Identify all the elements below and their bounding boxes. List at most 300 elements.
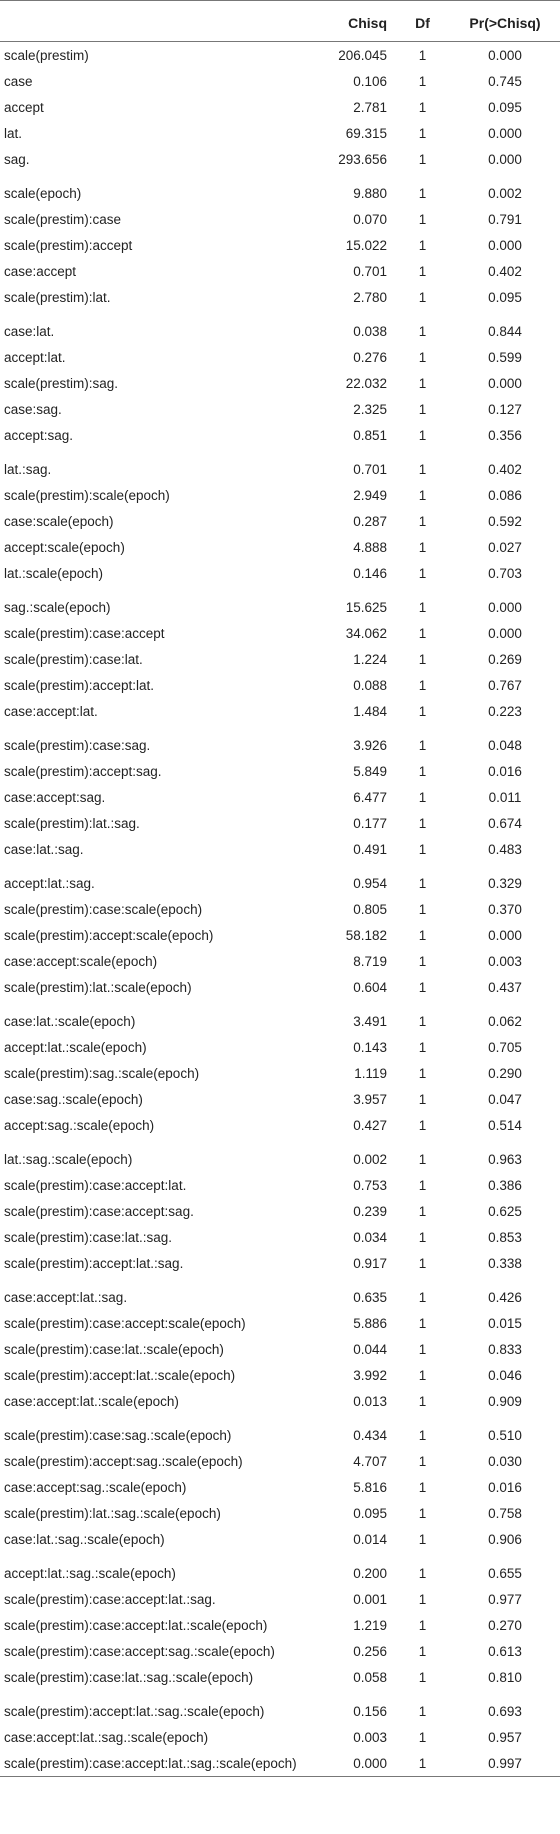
cell-df: 1 bbox=[418, 953, 427, 969]
cell-df: 1 bbox=[418, 1565, 427, 1581]
cell-chisq: 0.701 bbox=[353, 263, 387, 279]
cell-p-value: 0.003 bbox=[488, 953, 522, 969]
cell-df: 1 bbox=[418, 1643, 427, 1659]
cell-p-value: 0.844 bbox=[488, 323, 522, 339]
cell-chisq: 0.001 bbox=[353, 1591, 387, 1607]
cell-chisq: 3.491 bbox=[353, 1013, 387, 1029]
table-row bbox=[0, 672, 560, 698]
group-spacer bbox=[0, 862, 560, 870]
cell-chisq: 0.088 bbox=[353, 677, 387, 693]
table-row bbox=[0, 974, 560, 1000]
table-row bbox=[0, 1008, 560, 1034]
table-row bbox=[0, 1034, 560, 1060]
group-spacer bbox=[0, 586, 560, 594]
cell-chisq: 0.434 bbox=[353, 1427, 387, 1443]
group-spacer bbox=[0, 448, 560, 456]
table-row bbox=[0, 620, 560, 646]
cell-term: sag. bbox=[4, 151, 30, 167]
cell-chisq: 1.484 bbox=[353, 703, 387, 719]
cell-p-value: 0.046 bbox=[488, 1367, 522, 1383]
cell-df: 1 bbox=[418, 513, 427, 529]
cell-chisq: 293.656 bbox=[338, 151, 387, 167]
cell-df: 1 bbox=[418, 1177, 427, 1193]
group-spacer bbox=[0, 172, 560, 180]
cell-p-value: 0.269 bbox=[488, 651, 522, 667]
cell-term: lat. bbox=[4, 125, 23, 141]
cell-term: case:accept:scale(epoch) bbox=[4, 953, 158, 969]
cell-p-value: 0.000 bbox=[488, 125, 522, 141]
cell-chisq: 0.287 bbox=[353, 513, 387, 529]
cell-df: 1 bbox=[418, 1427, 427, 1443]
table-row bbox=[0, 42, 560, 69]
cell-df: 1 bbox=[418, 47, 427, 63]
table-row bbox=[0, 206, 560, 232]
cell-chisq: 0.701 bbox=[353, 461, 387, 477]
table-row bbox=[0, 180, 560, 206]
cell-df: 1 bbox=[418, 1341, 427, 1357]
cell-df: 1 bbox=[418, 1669, 427, 1685]
table-row bbox=[0, 1224, 560, 1250]
group-spacer bbox=[0, 1690, 560, 1698]
cell-chisq: 0.239 bbox=[353, 1203, 387, 1219]
table-row bbox=[0, 1526, 560, 1552]
cell-term: case:lat.:scale(epoch) bbox=[4, 1013, 136, 1029]
cell-df: 1 bbox=[395, 1750, 450, 1777]
group-spacer bbox=[0, 310, 560, 318]
table-row bbox=[0, 68, 560, 94]
cell-chisq: 4.707 bbox=[353, 1453, 387, 1469]
cell-term: scale(prestim):case:scale(epoch) bbox=[4, 901, 203, 917]
cell-p-value: 0.592 bbox=[488, 513, 522, 529]
cell-df: 1 bbox=[418, 401, 427, 417]
cell-chisq: 2.781 bbox=[353, 99, 387, 115]
cell-df: 1 bbox=[418, 125, 427, 141]
cell-chisq: 15.625 bbox=[345, 599, 387, 615]
cell-chisq: 0.095 bbox=[353, 1505, 387, 1521]
cell-p-value: 0.000 bbox=[488, 375, 522, 391]
cell-chisq: 69.315 bbox=[345, 125, 387, 141]
cell-chisq: 0.003 bbox=[353, 1729, 387, 1745]
cell-chisq: 0.058 bbox=[353, 1669, 387, 1685]
cell-df: 1 bbox=[418, 1479, 427, 1495]
cell-term: scale(prestim):lat.:sag.:scale(epoch) bbox=[4, 1505, 221, 1521]
cell-term: accept:sag.:scale(epoch) bbox=[4, 1117, 155, 1133]
cell-p-value: 0.963 bbox=[488, 1151, 522, 1167]
cell-term: accept:sag. bbox=[4, 427, 74, 443]
cell-chisq: 58.182 bbox=[345, 927, 387, 943]
cell-df: 1 bbox=[418, 763, 427, 779]
cell-p-value: 0.767 bbox=[488, 677, 522, 693]
cell-df: 1 bbox=[418, 1255, 427, 1271]
table-row bbox=[0, 698, 560, 724]
cell-p-value: 0.853 bbox=[488, 1229, 522, 1245]
cell-p-value: 0.426 bbox=[488, 1289, 522, 1305]
cell-chisq: 0.070 bbox=[353, 211, 387, 227]
cell-df: 1 bbox=[418, 1117, 427, 1133]
cell-df: 1 bbox=[418, 375, 427, 391]
cell-term: case:accept:sag. bbox=[4, 789, 106, 805]
group-spacer bbox=[0, 1552, 560, 1560]
table-row bbox=[0, 1664, 560, 1690]
cell-p-value: 0.000 bbox=[488, 927, 522, 943]
cell-p-value: 0.095 bbox=[488, 99, 522, 115]
cell-p-value: 0.223 bbox=[488, 703, 522, 719]
group-spacer bbox=[0, 1276, 560, 1284]
cell-term: scale(prestim):case:sag. bbox=[4, 737, 151, 753]
table-row bbox=[0, 344, 560, 370]
table-row bbox=[0, 732, 560, 758]
cell-p-value: 0.833 bbox=[488, 1341, 522, 1357]
cell-p-value: 0.909 bbox=[488, 1393, 522, 1409]
table-row bbox=[0, 1586, 560, 1612]
table-row bbox=[0, 1284, 560, 1310]
cell-p-value: 0.437 bbox=[488, 979, 522, 995]
cell-term: scale(epoch) bbox=[4, 185, 82, 201]
cell-p-value: 0.000 bbox=[488, 599, 522, 615]
cell-df: 1 bbox=[418, 289, 427, 305]
cell-p-value: 0.000 bbox=[488, 625, 522, 641]
cell-df: 1 bbox=[418, 73, 427, 89]
cell-df: 1 bbox=[418, 1065, 427, 1081]
table-row bbox=[0, 870, 560, 896]
table-row bbox=[0, 1388, 560, 1414]
cell-p-value: 0.745 bbox=[488, 73, 522, 89]
cell-df: 1 bbox=[418, 1151, 427, 1167]
cell-p-value: 0.015 bbox=[488, 1315, 522, 1331]
cell-df: 1 bbox=[418, 927, 427, 943]
cell-chisq: 5.849 bbox=[353, 763, 387, 779]
table-row bbox=[0, 1362, 560, 1388]
cell-df: 1 bbox=[418, 599, 427, 615]
cell-df: 1 bbox=[418, 841, 427, 857]
cell-term: accept:lat.:sag.:scale(epoch) bbox=[4, 1565, 176, 1581]
header-term bbox=[0, 5, 300, 42]
cell-term: case:accept:lat. bbox=[4, 703, 98, 719]
table-row bbox=[0, 896, 560, 922]
cell-chisq: 0.146 bbox=[353, 565, 387, 581]
cell-term: scale(prestim):sag. bbox=[4, 375, 119, 391]
cell-p-value: 0.011 bbox=[488, 789, 522, 805]
cell-p-value: 0.655 bbox=[488, 1565, 522, 1581]
cell-chisq: 0.917 bbox=[353, 1255, 387, 1271]
cell-df: 1 bbox=[418, 323, 427, 339]
cell-p-value: 0.270 bbox=[488, 1617, 522, 1633]
cell-chisq: 1.219 bbox=[353, 1617, 387, 1633]
cell-df: 1 bbox=[418, 789, 427, 805]
cell-p-value: 0.599 bbox=[488, 349, 522, 365]
cell-p-value: 0.514 bbox=[488, 1117, 522, 1133]
cell-term: case:lat.:sag.:scale(epoch) bbox=[4, 1531, 165, 1547]
cell-term: scale(prestim) bbox=[4, 47, 89, 63]
cell-df: 1 bbox=[418, 487, 427, 503]
group-spacer bbox=[0, 1414, 560, 1422]
cell-p-value: 0.510 bbox=[488, 1427, 522, 1443]
cell-df: 1 bbox=[418, 349, 427, 365]
cell-df: 1 bbox=[418, 875, 427, 891]
cell-chisq: 0.491 bbox=[353, 841, 387, 857]
cell-term: scale(prestim):case:accept:sag.:scale(epoch) bbox=[4, 1643, 275, 1659]
cell-chisq: 0.954 bbox=[353, 875, 387, 891]
cell-df: 1 bbox=[418, 1531, 427, 1547]
cell-term: scale(prestim):scale(epoch) bbox=[4, 487, 170, 503]
cell-term: scale(prestim):case:accept:lat. bbox=[4, 1177, 187, 1193]
cell-df: 1 bbox=[418, 901, 427, 917]
cell-chisq: 2.780 bbox=[353, 289, 387, 305]
cell-chisq: 6.477 bbox=[353, 789, 387, 805]
cell-df: 1 bbox=[418, 565, 427, 581]
cell-chisq: 0.002 bbox=[353, 1151, 387, 1167]
table-row bbox=[0, 120, 560, 146]
cell-term: scale(prestim):case:accept:scale(epoch) bbox=[4, 1315, 246, 1331]
cell-term: scale(prestim):case:accept:sag. bbox=[4, 1203, 194, 1219]
cell-term: scale(prestim):case:lat.:sag. bbox=[4, 1229, 173, 1245]
cell-term: case:lat. bbox=[4, 323, 55, 339]
cell-df: 1 bbox=[418, 815, 427, 831]
cell-term: case:lat.:sag. bbox=[4, 841, 84, 857]
cell-chisq: 22.032 bbox=[345, 375, 387, 391]
table-row bbox=[0, 1560, 560, 1586]
cell-df: 1 bbox=[418, 1703, 427, 1719]
cell-term: sag.:scale(epoch) bbox=[4, 599, 111, 615]
cell-term: lat.:sag. bbox=[4, 461, 52, 477]
cell-chisq: 1.224 bbox=[353, 651, 387, 667]
table-row bbox=[0, 146, 560, 172]
table-row bbox=[0, 1500, 560, 1526]
table-row bbox=[0, 1750, 560, 1777]
cell-df: 1 bbox=[418, 651, 427, 667]
cell-chisq: 0.276 bbox=[353, 349, 387, 365]
table-row bbox=[0, 482, 560, 508]
table-row bbox=[0, 560, 560, 586]
cell-chisq: 34.062 bbox=[345, 625, 387, 641]
cell-p-value: 0.329 bbox=[488, 875, 522, 891]
cell-term: scale(prestim):accept:scale(epoch) bbox=[4, 927, 214, 943]
cell-chisq: 0.635 bbox=[353, 1289, 387, 1305]
table-row bbox=[0, 534, 560, 560]
cell-chisq: 0.014 bbox=[353, 1531, 387, 1547]
table-row bbox=[0, 810, 560, 836]
cell-p-value: 0.997 bbox=[450, 1750, 560, 1777]
cell-term: accept bbox=[4, 99, 44, 115]
table-row bbox=[0, 1310, 560, 1336]
cell-term: lat.:scale(epoch) bbox=[4, 565, 104, 581]
cell-term: scale(prestim):case:sag.:scale(epoch) bbox=[4, 1427, 232, 1443]
cell-df: 1 bbox=[418, 99, 427, 115]
table-row bbox=[0, 1060, 560, 1086]
cell-df: 1 bbox=[418, 263, 427, 279]
cell-df: 1 bbox=[418, 185, 427, 201]
table-row bbox=[0, 370, 560, 396]
cell-df: 1 bbox=[418, 737, 427, 753]
table-row bbox=[0, 922, 560, 948]
cell-p-value: 0.047 bbox=[488, 1091, 522, 1107]
cell-df: 1 bbox=[418, 211, 427, 227]
cell-df: 1 bbox=[418, 539, 427, 555]
cell-chisq: 0.013 bbox=[353, 1393, 387, 1409]
cell-p-value: 0.002 bbox=[488, 185, 522, 201]
cell-p-value: 0.370 bbox=[488, 901, 522, 917]
table-row bbox=[0, 258, 560, 284]
cell-df: 1 bbox=[418, 1039, 427, 1055]
table-row bbox=[0, 1086, 560, 1112]
cell-term: scale(prestim):accept:lat.:scale(epoch) bbox=[4, 1367, 236, 1383]
cell-p-value: 0.338 bbox=[488, 1255, 522, 1271]
cell-p-value: 0.030 bbox=[488, 1453, 522, 1469]
cell-p-value: 0.402 bbox=[488, 461, 522, 477]
table-row bbox=[0, 1198, 560, 1224]
cell-df: 1 bbox=[418, 461, 427, 477]
cell-chisq: 0.256 bbox=[353, 1643, 387, 1659]
cell-term: case:accept:lat.:sag. bbox=[4, 1289, 128, 1305]
cell-df: 1 bbox=[418, 625, 427, 641]
cell-chisq: 1.119 bbox=[354, 1065, 387, 1081]
cell-chisq: 5.816 bbox=[353, 1479, 387, 1495]
cell-chisq: 2.949 bbox=[353, 487, 387, 503]
cell-chisq: 0.038 bbox=[353, 323, 387, 339]
cell-df: 1 bbox=[418, 1453, 427, 1469]
cell-p-value: 0.613 bbox=[488, 1643, 522, 1659]
cell-df: 1 bbox=[418, 677, 427, 693]
table-row bbox=[0, 784, 560, 810]
table-row bbox=[0, 1638, 560, 1664]
cell-df: 1 bbox=[418, 979, 427, 995]
table-row bbox=[0, 422, 560, 448]
cell-df: 1 bbox=[418, 1091, 427, 1107]
table-row bbox=[0, 758, 560, 784]
cell-p-value: 0.027 bbox=[488, 539, 522, 555]
cell-term: accept:lat.:scale(epoch) bbox=[4, 1039, 147, 1055]
cell-df: 1 bbox=[418, 703, 427, 719]
cell-term: scale(prestim):sag.:scale(epoch) bbox=[4, 1065, 200, 1081]
cell-term: scale(prestim):case:accept:lat.:scale(epoch) bbox=[4, 1617, 268, 1633]
cell-chisq: 8.719 bbox=[353, 953, 387, 969]
cell-term: case:accept:lat.:scale(epoch) bbox=[4, 1393, 179, 1409]
cell-chisq: 0.200 bbox=[353, 1565, 387, 1581]
cell-p-value: 0.016 bbox=[488, 1479, 522, 1495]
cell-df: 1 bbox=[418, 151, 427, 167]
cell-term: accept:lat. bbox=[4, 349, 66, 365]
cell-chisq: 206.045 bbox=[338, 47, 387, 63]
cell-term: scale(prestim):accept:lat.:sag.:scale(epoch) bbox=[4, 1703, 265, 1719]
table-row bbox=[0, 1612, 560, 1638]
cell-df: 1 bbox=[418, 1367, 427, 1383]
cell-df: 1 bbox=[418, 237, 427, 253]
group-spacer bbox=[0, 1000, 560, 1008]
cell-p-value: 0.062 bbox=[488, 1013, 522, 1029]
cell-df: 1 bbox=[418, 1617, 427, 1633]
group-spacer bbox=[0, 724, 560, 732]
table-row bbox=[0, 948, 560, 974]
cell-p-value: 0.705 bbox=[488, 1039, 522, 1055]
cell-term: scale(prestim):case:lat. bbox=[4, 651, 143, 667]
header-row bbox=[0, 5, 560, 42]
table-row bbox=[0, 646, 560, 672]
cell-df: 1 bbox=[418, 1289, 427, 1305]
cell-term: case:sag.:scale(epoch) bbox=[4, 1091, 143, 1107]
cell-chisq: 3.957 bbox=[353, 1091, 387, 1107]
cell-term: lat.:sag.:scale(epoch) bbox=[4, 1151, 133, 1167]
cell-df: 1 bbox=[418, 427, 427, 443]
cell-term: case:accept bbox=[4, 263, 77, 279]
table-row bbox=[0, 836, 560, 862]
table-header bbox=[0, 1, 560, 42]
cell-chisq: 15.022 bbox=[345, 237, 387, 253]
cell-term: scale(prestim):case:accept bbox=[4, 625, 165, 641]
cell-chisq: 0.851 bbox=[353, 427, 387, 443]
cell-chisq: 4.888 bbox=[353, 539, 387, 555]
cell-term: scale(prestim):case:lat.:sag.:scale(epoch) bbox=[4, 1669, 254, 1685]
cell-chisq: 3.926 bbox=[353, 737, 387, 753]
cell-chisq: 0.000 bbox=[300, 1750, 395, 1777]
table-row bbox=[0, 232, 560, 258]
cell-p-value: 0.703 bbox=[488, 565, 522, 581]
cell-term: scale(prestim):lat. bbox=[4, 289, 111, 305]
table-row bbox=[0, 594, 560, 620]
table-row bbox=[0, 284, 560, 310]
table-row bbox=[0, 1112, 560, 1138]
cell-chisq: 3.992 bbox=[353, 1367, 387, 1383]
cell-df: 1 bbox=[418, 1505, 427, 1521]
cell-term: accept:lat.:sag. bbox=[4, 875, 95, 891]
cell-term: accept:scale(epoch) bbox=[4, 539, 125, 555]
cell-term: scale(prestim):accept:lat. bbox=[4, 677, 155, 693]
table-body bbox=[0, 42, 560, 1777]
cell-term: scale(prestim):accept:sag. bbox=[4, 763, 162, 779]
cell-p-value: 0.483 bbox=[488, 841, 522, 857]
table-row bbox=[0, 1698, 560, 1724]
cell-p-value: 0.957 bbox=[488, 1729, 522, 1745]
header-p-value: Pr(>Chisq) bbox=[450, 5, 560, 42]
cell-p-value: 0.693 bbox=[488, 1703, 522, 1719]
cell-p-value: 0.356 bbox=[488, 427, 522, 443]
cell-p-value: 0.810 bbox=[488, 1669, 522, 1685]
cell-term: scale(prestim):case:accept:lat.:sag.:scale(epoch) bbox=[0, 1750, 300, 1777]
cell-chisq: 2.325 bbox=[353, 401, 387, 417]
cell-chisq: 9.880 bbox=[353, 185, 387, 201]
cell-df: 1 bbox=[418, 1229, 427, 1245]
table-row bbox=[0, 1474, 560, 1500]
cell-df: 1 bbox=[418, 1013, 427, 1029]
cell-term: scale(prestim):case:accept:lat.:sag. bbox=[4, 1591, 216, 1607]
cell-p-value: 0.977 bbox=[488, 1591, 522, 1607]
table-row bbox=[0, 508, 560, 534]
table-row bbox=[0, 1336, 560, 1362]
cell-p-value: 0.386 bbox=[488, 1177, 522, 1193]
cell-df: 1 bbox=[418, 1203, 427, 1219]
cell-p-value: 0.000 bbox=[488, 237, 522, 253]
cell-term: scale(prestim):case:lat.:scale(epoch) bbox=[4, 1341, 224, 1357]
header-df: Df bbox=[395, 5, 450, 42]
cell-p-value: 0.095 bbox=[488, 289, 522, 305]
cell-p-value: 0.402 bbox=[488, 263, 522, 279]
cell-term: case:accept:lat.:sag.:scale(epoch) bbox=[4, 1729, 209, 1745]
cell-chisq: 0.034 bbox=[353, 1229, 387, 1245]
cell-p-value: 0.086 bbox=[488, 487, 522, 503]
cell-df: 1 bbox=[418, 1393, 427, 1409]
cell-p-value: 0.127 bbox=[488, 401, 522, 417]
table-row bbox=[0, 1422, 560, 1448]
cell-chisq: 0.427 bbox=[353, 1117, 387, 1133]
cell-term: case:sag. bbox=[4, 401, 62, 417]
cell-p-value: 0.000 bbox=[488, 151, 522, 167]
cell-p-value: 0.625 bbox=[488, 1203, 522, 1219]
header-chisq: Chisq bbox=[300, 5, 395, 42]
cell-chisq: 0.106 bbox=[353, 73, 387, 89]
cell-chisq: 0.753 bbox=[353, 1177, 387, 1193]
table-row bbox=[0, 1250, 560, 1276]
table-row bbox=[0, 456, 560, 482]
cell-term: scale(prestim):accept bbox=[4, 237, 133, 253]
